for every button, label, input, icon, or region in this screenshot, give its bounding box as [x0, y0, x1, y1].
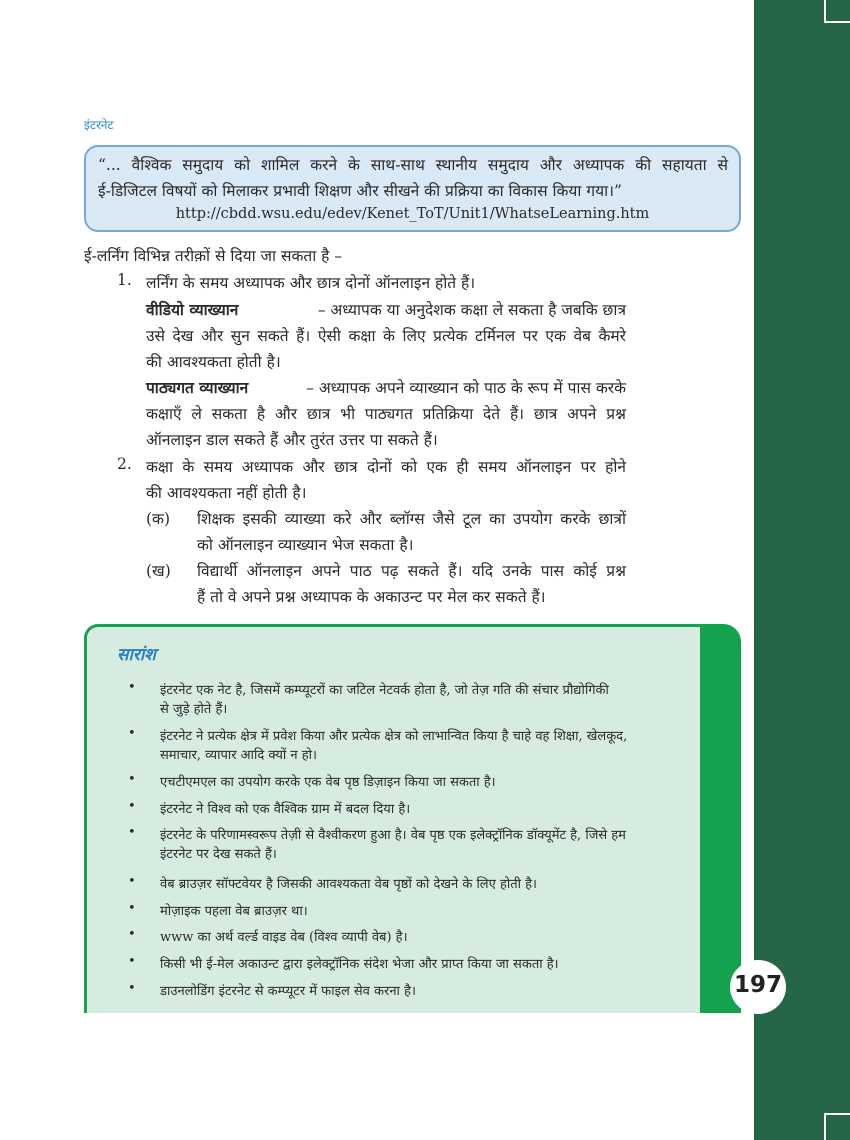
quote-line: “... वैश्विक समुदाय को शामिल करने के साथ-साथ स्थानीय समुदाय और अध्यापक की सहायता से — [98, 156, 728, 174]
bullet-icon: • — [128, 726, 136, 741]
bullet-icon: • — [128, 954, 136, 969]
summary-item-line: www का अर्थ वर्ल्ड वाइड वेब (विश्व व्यापी वेब) है। — [160, 930, 408, 945]
summary-item-line: डाउनलोडिंग इंटरनेट से कम्प्यूटर में फाइल सेव करना है। — [160, 984, 416, 999]
item-number: 1. — [117, 271, 132, 289]
summary-item-line: वेब ब्राउज़र सॉफ्टवेयर है जिसकी आवश्यकता वेब पृष्ठों को देखने के लिए होती है। — [160, 877, 537, 892]
text-lecture-label: पाठ्यगत व्याख्यान — [146, 378, 249, 397]
bullet-icon: • — [128, 901, 136, 916]
summary-item-line: इंटरनेट के परिणामस्वरूप तेज़ी से वैश्वीकरण हुआ है। वेब पृष्ठ एक इलेक्ट्रॉनिक डॉक्यूमेंट है, जिसे हम — [160, 828, 626, 843]
summary-item-line: एचटीएमएल का उपयोग करके एक वेब पृष्ठ डिज़ाइन किया जा सकता है। — [160, 775, 496, 790]
item-number: 2. — [117, 455, 132, 473]
summary-accent-band — [700, 624, 741, 1013]
bullet-icon: • — [128, 772, 136, 787]
text-line: कक्षा के समय अध्यापक और छात्र दोनों को एक ही समय ऑनलाइन पर होने — [146, 458, 626, 476]
text-line: की आवश्यकता नहीं होती है। — [146, 484, 307, 502]
running-head: इंटरनेट — [84, 118, 114, 132]
summary-title: सारांश — [117, 645, 156, 665]
summary-item-line: इंटरनेट ने प्रत्येक क्षेत्र में प्रवेश किया और प्रत्येक क्षेत्र को लाभान्वित किया है चाहे वह शिक्षा, खेलकूद, — [160, 729, 628, 744]
text-line: कक्षाएँ ले सकता है और छात्र भी पाठ्यगत प्रतिक्रिया देते हैं। छात्र अपने प्रश्न — [146, 405, 626, 423]
text-line: शिक्षक इसकी व्याख्या करे और ब्लॉग्स जैसे टूल का उपयोग करके छात्रों — [197, 510, 626, 528]
summary-item-line: समाचार, व्यापार आदि क्यों न हो। — [160, 748, 317, 763]
summary-item-line: इंटरनेट ने विश्व को एक वैश्विक ग्राम में बदल दिया है। — [160, 802, 411, 817]
summary-item-line: मोज़ाइक पहला वेब ब्राउज़र था। — [160, 904, 308, 919]
bullet-icon: • — [128, 981, 136, 996]
sub-label: (ख) — [146, 562, 171, 580]
bullet-icon: • — [128, 799, 136, 814]
item-text: लर्निंग के समय अध्यापक और छात्र दोनों ऑनलाइन होते हैं। — [146, 274, 476, 292]
bullet-icon: • — [128, 927, 136, 942]
text-line: – अध्यापक या अनुदेशक कक्षा ले सकता है जबकि छात्र — [317, 301, 626, 319]
sub-label: (क) — [146, 510, 170, 528]
bullet-icon: • — [128, 680, 136, 695]
video-lecture-line — [146, 298, 626, 320]
summary-item-line: इंटरनेट पर देख सकते हैं। — [160, 847, 277, 862]
text-line: को ऑनलाइन व्याख्यान भेज सकता है। — [197, 536, 414, 554]
text-line: उसे देख और सुन सकते हैं। ऐसी कक्षा के लिए प्रत्येक टर्मिनल पर एक वेब कैमरे — [146, 327, 626, 345]
quote-line: ई-डिजिटल विषयों को मिलाकर प्रभावी शिक्षण और सीखने की प्रक्रिया का विकास किया गया।” — [98, 182, 622, 200]
summary-item-line: इंटरनेट एक नेट है, जिसमें कम्प्यूटरों का जटिल नेटवर्क होता है, जो तेज़ गति की संचार प्रौद्योगिकी — [160, 683, 609, 698]
quote-source-url: http://cbdd.wsu.edu/edev/Kenet_ToT/Unit1/WhatseLearning.htm — [175, 206, 650, 222]
bullet-icon: • — [128, 874, 136, 889]
text-line: की आवश्यकता होती है। — [146, 353, 281, 371]
bullet-icon: • — [128, 825, 136, 840]
intro: ई-लर्निंग विभिन्न तरीक़ों से दिया जा सकता है – — [84, 247, 343, 265]
crop-mark-bottom — [824, 1113, 850, 1140]
quote-box — [84, 145, 741, 232]
text-line: विद्यार्थी ऑनलाइन अपने पाठ पढ़ सकते हैं। यदि उनके पास कोई प्रश्न — [197, 562, 626, 580]
text-line: ऑनलाइन डाल सकते हैं और तुरंत उत्तर पा सकते हैं। — [146, 431, 438, 449]
text-lecture-line — [146, 376, 626, 398]
text-line: हैं तो वे अपने प्रश्न अध्यापक के अकाउन्ट पर मेल कर सकते हैं। — [197, 588, 546, 606]
crop-mark-top — [824, 0, 850, 23]
page-number: 197 — [733, 972, 782, 998]
text-line: – अध्यापक अपने व्याख्यान को पाठ के रूप में पास करके — [306, 379, 626, 397]
video-lecture-label: वीडियो व्याख्यान — [146, 300, 239, 319]
summary-item-line: से जुड़े होते हैं। — [160, 702, 228, 717]
summary-item-line: किसी भी ई-मेल अकाउन्ट द्वारा इलेक्ट्रॉनिक संदेश भेजा और प्राप्त किया जा सकता है। — [160, 957, 559, 972]
